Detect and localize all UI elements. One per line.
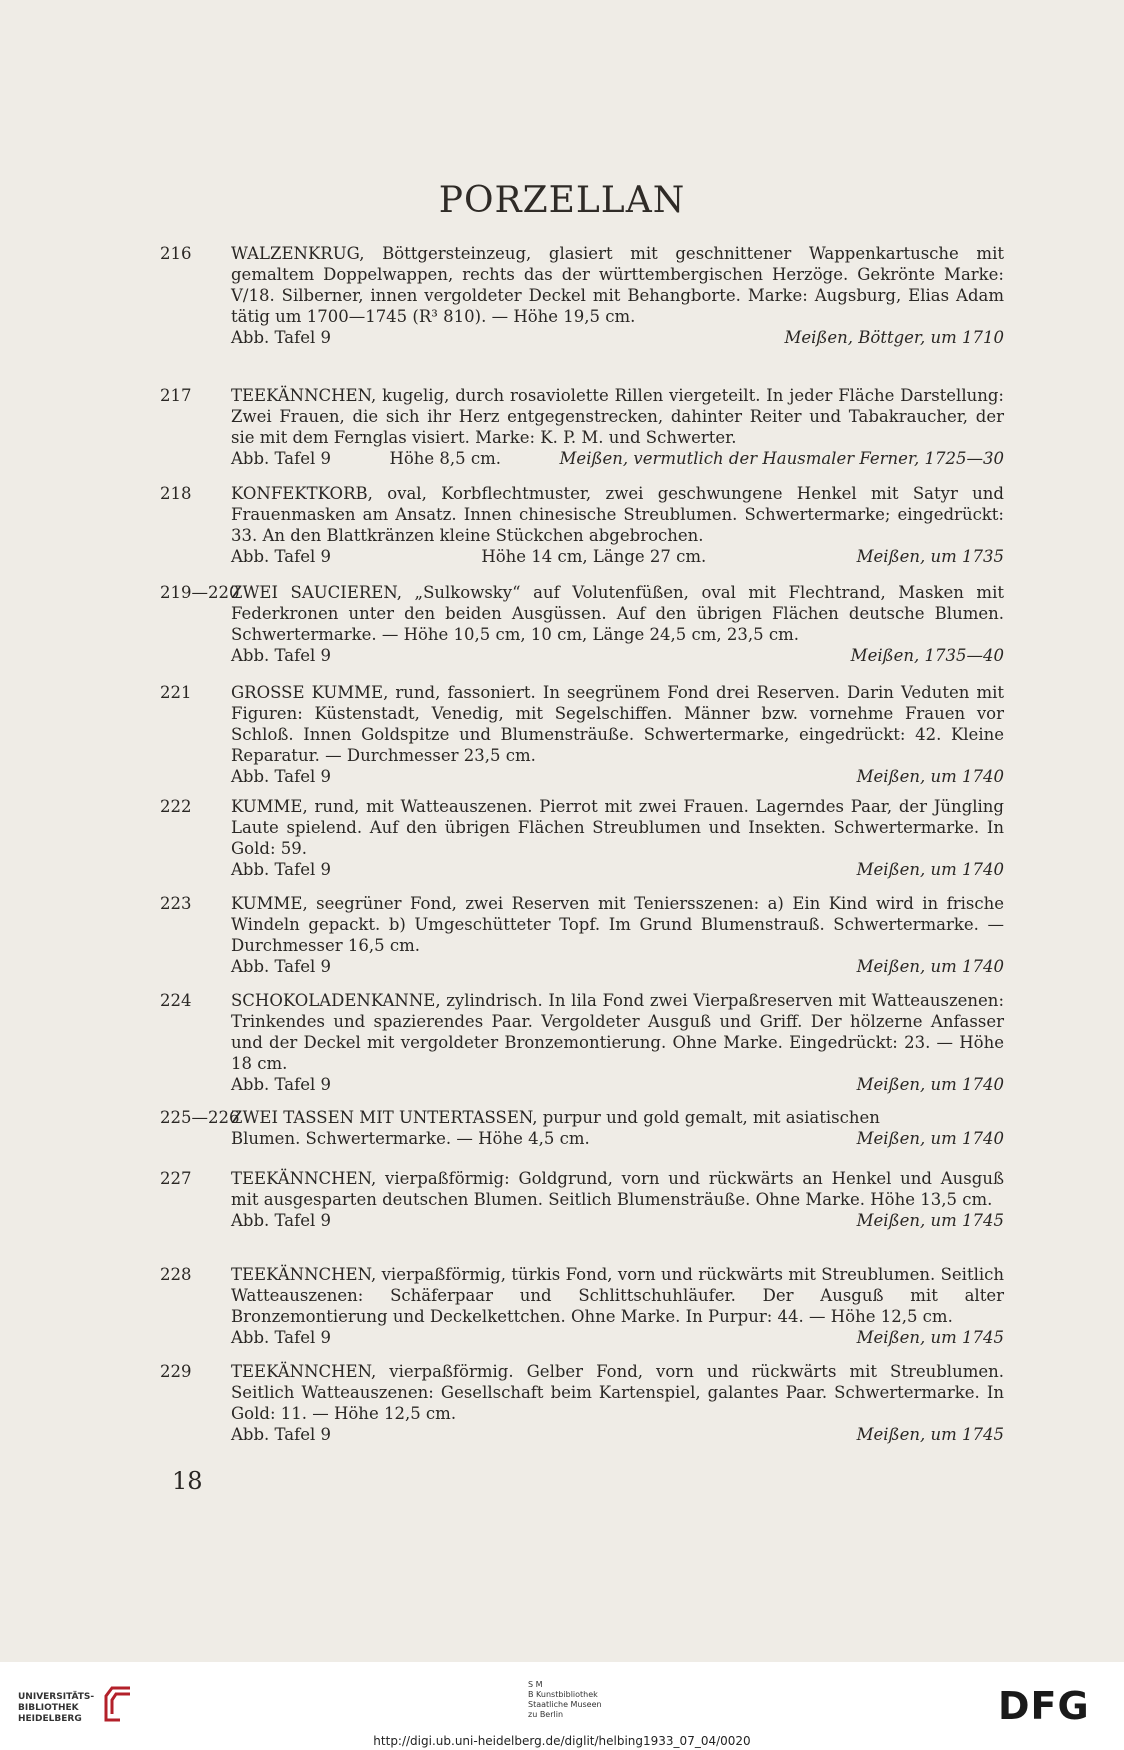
- catalog-entry: [160, 1107, 1004, 1149]
- entry-footer-line: [231, 327, 1004, 348]
- attribution: Meißen, um 1735: [856, 547, 1004, 566]
- plate-reference: Abb. Tafel 9: [231, 1075, 331, 1094]
- attribution: Meißen, Böttger, um 1710: [784, 328, 1004, 347]
- entry-description: TEEKÄNNCHEN, vierpaßförmig: Goldgrund, vorn und rückwärts an Henkel und Ausguß mit ausgesparten deutschen Blumen. Seitlich Blumensträuße. Ohne Marke. Höhe 13,5 cm.: [231, 1169, 1004, 1209]
- plate-reference: Abb. Tafel 9: [231, 767, 331, 786]
- catalog-entry: [160, 385, 1004, 469]
- entry-number: 222: [160, 797, 192, 816]
- entry-number: 221: [160, 683, 192, 702]
- attribution: Meißen, um 1745: [856, 1328, 1004, 1347]
- entry-footer-line: [231, 645, 1004, 666]
- entry-footer-line: [231, 1210, 1004, 1231]
- entry-footer-line: [231, 546, 1004, 567]
- plate-reference: Abb. Tafel 9: [231, 547, 331, 566]
- entry-description: ZWEI TASSEN MIT UNTERTASSEN, purpur und gold gemalt, mit asiatischen: [231, 1108, 880, 1127]
- attribution: Meißen, um 1740: [856, 957, 1004, 976]
- dimensions: [331, 1327, 857, 1348]
- dimensions: [331, 645, 851, 666]
- permalink-url[interactable]: http://digi.ub.uni-heidelberg.de/diglit/helbing1933_07_04/0020: [373, 1734, 751, 1748]
- page-title: PORZELLAN: [438, 180, 686, 221]
- plate-reference: Abb. Tafel 9: [231, 1328, 331, 1347]
- plate-reference: Abb. Tafel 9: [231, 1211, 331, 1230]
- plate-reference: Abb. Tafel 9: [231, 449, 331, 468]
- entry-footer-line: [231, 1424, 1004, 1445]
- logo-text-line: BIBLIOTHEK: [18, 1703, 79, 1713]
- dimensions: Höhe 8,5 cm.: [389, 449, 502, 468]
- catalog-entry: [160, 990, 1004, 1095]
- logo-text-line: zu Berlin: [528, 1710, 564, 1719]
- logo-text-line: B Kunstbibliothek: [528, 1690, 598, 1699]
- dimensions: [331, 1424, 857, 1445]
- logo-text-line: Staatliche Museen: [528, 1700, 602, 1709]
- logo-text-line: HEIDELBERG: [18, 1714, 82, 1724]
- attribution: Meißen, um 1745: [856, 1211, 1004, 1230]
- catalog-entry: [160, 796, 1004, 880]
- entry-description: WALZENKRUG, Böttgersteinzeug, glasiert mit geschnittener Wappenkartusche mit gemaltem Doppelwappen, rechts das der württembergischen Herzöge. Gekrönte Marke: V/18. Silberner, innen vergoldeter Deckel mit Behangborte. Marke: Augsburg, Elias Adam tätig um 1700—1745 (R³ 810). — Höhe 19,5 cm.: [231, 244, 1004, 326]
- plate-reference: Abb. Tafel 9: [231, 328, 331, 347]
- dimensions: [331, 859, 857, 880]
- entry-description: TEEKÄNNCHEN, vierpaßförmig. Gelber Fond, vorn und rückwärts mit Streublumen. Seitlich Watteauszenen: Gesellschaft beim Kartenspiel, galantes Paar. Schwertermarke. In Gold: 11. — Höhe 12,5 cm.: [231, 1362, 1004, 1423]
- entry-description: SCHOKOLADENKANNE, zylindrisch. In lila Fond zwei Vierpaßreserven mit Watteauszenen: Trinkendes und spazierendes Paar. Vergoldeter Ausguß und Griff. Der hölzerne Anfasser und der Deckel mit vergoldeter Bronzemontierung. Ohne Marke. Eingedrückt: 23. — Höhe 18 cm.: [231, 991, 1004, 1073]
- entry-number: 225—226: [160, 1108, 240, 1127]
- attribution: Meißen, um 1740: [856, 860, 1004, 879]
- entry-number: 224: [160, 991, 192, 1010]
- catalog-entry: [160, 1264, 1004, 1348]
- dimensions: [590, 1128, 857, 1149]
- plate-reference: Abb. Tafel 9: [231, 957, 331, 976]
- university-library-logo[interactable]: [18, 1692, 94, 1725]
- attribution: Meißen, um 1745: [856, 1425, 1004, 1444]
- catalog-entry: [160, 483, 1004, 567]
- attribution: Meißen, vermutlich der Hausmaler Ferner, 1725—30: [559, 449, 1004, 468]
- logo-text-line: S M: [528, 1680, 543, 1689]
- entry-description: GROSSE KUMME, rund, fassoniert. In seegrünem Fond drei Reserven. Darin Veduten mit Figuren: Küstenstadt, Venedig, mit Segelschiffen. Männer bzw. vornehme Frauen vor Schloß. Innen Goldspitze und Blumensträuße. Schwertermarke, eingedrückt: 42. Kleine Reparatur. — Durchmesser 23,5 cm.: [231, 683, 1004, 765]
- dimensions: [331, 1074, 857, 1095]
- plate-reference: Blumen. Schwertermarke. — Höhe 4,5 cm.: [231, 1129, 590, 1148]
- entry-number: 216: [160, 244, 192, 263]
- entry-number: 227: [160, 1169, 192, 1188]
- dimensions: [331, 1210, 857, 1231]
- attribution: Meißen, 1735—40: [850, 646, 1004, 665]
- catalog-entry: [160, 582, 1004, 666]
- plate-reference: Abb. Tafel 9: [231, 860, 331, 879]
- entry-description: TEEKÄNNCHEN, vierpaßförmig, türkis Fond, vorn und rückwärts mit Streublumen. Seitlich Watteauszenen: Schäferpaar und Schlittschuhläufer. Der Ausguß mit alter Bronzemontierung und Deckelkettchen. Ohne Marke. In Purpur: 44. — Höhe 12,5 cm.: [231, 1265, 1004, 1326]
- entry-footer-line: [231, 766, 1004, 787]
- dimensions: [331, 956, 857, 977]
- attribution: Meißen, um 1740: [856, 767, 1004, 786]
- page-number: 18: [172, 1467, 203, 1495]
- kunstbibliothek-logo[interactable]: [528, 1680, 602, 1720]
- entry-description: TEEKÄNNCHEN, kugelig, durch rosaviolette Rillen viergeteilt. In jeder Fläche Darstellung: Zwei Frauen, die sich ihr Herz entgegenstrecken, dahinter Reiter und Tabakraucher, der sie mit dem Fernglas visiert. Marke: K. P. M. und Schwerter.: [231, 386, 1004, 447]
- catalog-entry: [160, 243, 1004, 348]
- entry-description: ZWEI SAUCIEREN, „Sulkowsky“ auf Volutenfüßen, oval mit Flechtrand, Masken mit Federkronen unter den beiden Ausgüssen. Auf den übrigen Flächen deutsche Blumen. Schwertermarke. — Höhe 10,5 cm, 10 cm, Länge 24,5 cm, 23,5 cm.: [231, 583, 1004, 644]
- attribution: Meißen, um 1740: [856, 1075, 1004, 1094]
- entry-description: KUMME, rund, mit Watteauszenen. Pierrot mit zwei Frauen. Lagerndes Paar, der Jüngling Laute spielend. Auf den übrigen Flächen Streublumen und Insekten. Schwertermarke. In Gold: 59.: [231, 797, 1004, 858]
- entry-number: 228: [160, 1265, 192, 1284]
- entry-number: 223: [160, 894, 192, 913]
- dimensions: Höhe 14 cm, Länge 27 cm.: [481, 547, 707, 566]
- catalog-entry: [160, 682, 1004, 787]
- catalog-entry: [160, 1168, 1004, 1231]
- catalog-entry: [160, 1361, 1004, 1445]
- entry-footer-line: [231, 1128, 1004, 1149]
- library-emblem-icon: [100, 1684, 134, 1726]
- entry-footer-line: [231, 1074, 1004, 1095]
- entry-number: 229: [160, 1362, 192, 1381]
- entry-number: 218: [160, 484, 192, 503]
- plate-reference: Abb. Tafel 9: [231, 646, 331, 665]
- plate-reference: Abb. Tafel 9: [231, 1425, 331, 1444]
- entry-footer-line: [231, 1327, 1004, 1348]
- entry-footer-line: [231, 859, 1004, 880]
- entry-number: 219—220: [160, 583, 240, 602]
- attribution: Meißen, um 1740: [856, 1129, 1004, 1148]
- entry-number: 217: [160, 386, 192, 405]
- entry-description: KONFEKTKORB, oval, Korbflechtmuster, zwei geschwungene Henkel mit Satyr und Frauenmasken am Ansatz. Innen chinesische Streublumen. Schwertermarke; eingedrückt: 33. An den Blattkränzen kleine Stückchen abgebrochen.: [231, 484, 1004, 545]
- entry-description: KUMME, seegrüner Fond, zwei Reserven mit Teniersszenen: a) Ein Kind wird in frische Windeln gepackt. b) Umgeschütteter Topf. Im Grund Blumenstrauß. Schwertermarke. — Durchmesser 16,5 cm.: [231, 894, 1004, 955]
- entry-footer-line: [231, 956, 1004, 977]
- entry-footer-line: [231, 448, 1004, 469]
- dimensions: [331, 766, 857, 787]
- viewer-footer: [0, 1662, 1124, 1750]
- logo-text-line: UNIVERSITÄTS-: [18, 1692, 95, 1702]
- dfg-logo[interactable]: DFG: [998, 1684, 1090, 1728]
- dimensions: [331, 327, 784, 348]
- catalog-entry: [160, 893, 1004, 977]
